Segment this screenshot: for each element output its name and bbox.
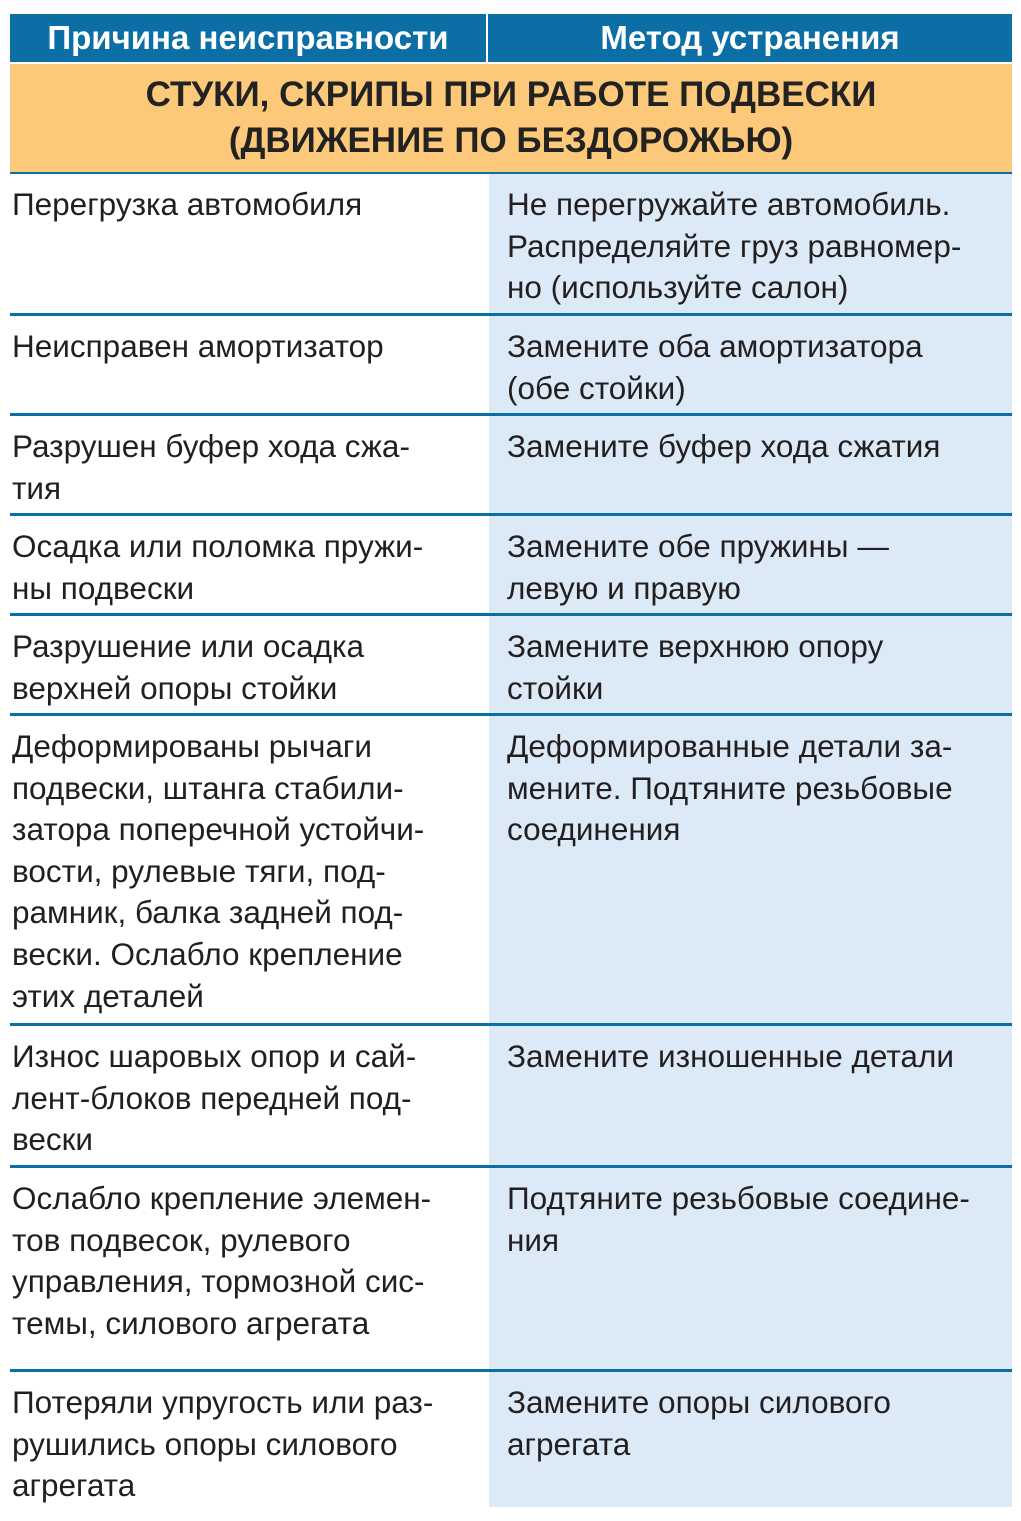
table-row xyxy=(10,516,1012,616)
table-row xyxy=(10,316,1012,416)
fix-cell: Деформированные детали за- мените. Подтяните резьбовые соединения xyxy=(489,716,1012,1023)
cause-cell: Ослабло крепление элемен- тов подвесок, рулевого управления, тормозной сис- темы, силового агрегата xyxy=(10,1168,489,1369)
section-title-line1: СТУКИ, СКРИПЫ ПРИ РАБОТЕ ПОДВЕСКИ xyxy=(145,75,877,114)
table-row xyxy=(10,1372,1012,1507)
cause-cell: Потеряли упругость или раз- рушились опоры силового агрегата xyxy=(10,1372,489,1507)
table-row xyxy=(10,174,1012,316)
header-cause: Причина неисправности xyxy=(10,14,488,62)
table-row xyxy=(10,616,1012,716)
cause-cell: Осадка или поломка пружи- ны подвески xyxy=(10,516,489,613)
table-header xyxy=(10,14,1012,62)
cause-cell: Разрушение или осадка верхней опоры стойки xyxy=(10,616,489,713)
section-title xyxy=(10,62,1012,174)
fix-cell: Замените опоры силового агрегата xyxy=(489,1372,1012,1507)
troubleshooting-table xyxy=(10,14,1012,1507)
fix-cell: Подтяните резьбовые соедине- ния xyxy=(489,1168,1012,1369)
table-row xyxy=(10,716,1012,1026)
fix-cell: Замените изношенные детали xyxy=(489,1026,1012,1165)
header-fix: Метод устранения xyxy=(600,19,900,56)
fix-cell: Замените верхнюю опору стойки xyxy=(489,616,1012,713)
table-row xyxy=(10,1168,1012,1372)
cause-cell: Износ шаровых опор и сай- лент-блоков передней под- вески xyxy=(10,1026,489,1165)
cause-cell: Неисправен амортизатор xyxy=(10,316,489,413)
fix-cell: Замените буфер хода сжатия xyxy=(489,416,1012,513)
fix-cell: Замените обе пружины — левую и правую xyxy=(489,516,1012,613)
section-title-line2: (ДВИЖЕНИЕ ПО БЕЗДОРОЖЬЮ) xyxy=(228,121,794,160)
table-row xyxy=(10,1026,1012,1168)
cause-cell: Перегрузка автомобиля xyxy=(10,174,489,313)
fix-cell: Замените оба амортизатора (обе стойки) xyxy=(489,316,1012,413)
cause-cell: Деформированы рычаги подвески, штанга стабили- затора поперечной устойчи- вости, рулевые тяги, под- рамник, балка задней под- вески. Ослабло крепление этих деталей xyxy=(10,716,489,1023)
fix-cell: Не перегружайте автомобиль. Распределяйте груз равномер- но (используйте салон) xyxy=(489,174,1012,313)
table-row xyxy=(10,416,1012,516)
cause-cell: Разрушен буфер хода сжа- тия xyxy=(10,416,489,513)
